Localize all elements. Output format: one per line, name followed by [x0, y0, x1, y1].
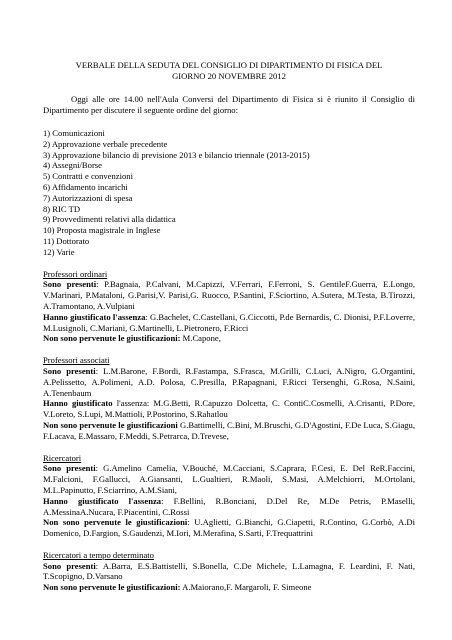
giustificato-names: l'assenza: M.G.Betti, R.Capuzzo Dolcetta, C. ContiC.Cosmelli, A.Crisanti, P.Dore, V.Loreto, S.Lupi, M.Mattioli, P.Postorino, S.Rahatlou	[43, 398, 416, 420]
agenda-item: 3) Approvazione bilancio di previsione 2013 e bilancio triennale (2013-2015)	[43, 149, 310, 160]
giustificato-entry	[43, 312, 415, 334]
giustificato-entry	[43, 398, 415, 420]
presenti-entry	[43, 561, 415, 583]
agenda-item: 12) Varie	[43, 246, 75, 257]
agenda-item: 6) Affidamento incarichi	[43, 181, 128, 192]
title-line-2: GIORNO 20 NOVEMBRE 2012	[172, 71, 286, 81]
giustificato-label: Hanno giustificato l'assenza	[43, 311, 146, 322]
intro-paragraph: Oggi alle ore 14.00 nell'Aula Conversi del Dipartimento di Fisica si è riunito il Consiglio di Dipartimento per discutere il seguente ordine del giorno:	[43, 94, 415, 115]
section-professori-associati	[43, 355, 415, 441]
non-giustificati-label: Non sono pervenute le giustificazioni	[43, 517, 188, 528]
non-giustificati-names: M.Capone,	[180, 333, 221, 344]
non-giustificati-entry	[43, 420, 415, 442]
giustificato-names: : G.Bachelet, C.Castellani, G.Ciccotti, P.de Bernardis, C. Dionisi, P.F.Loverre, M.Lusignoli, C.Mariani, G.Martinelli, L.Pietronero, F.Ricci	[43, 311, 415, 333]
agenda-list	[43, 128, 415, 258]
non-giustificati-entry	[43, 517, 415, 539]
document-title	[43, 60, 415, 82]
presenti-entry	[43, 463, 415, 495]
agenda-item: 10) Proposta magistrale in Inglese	[43, 225, 161, 236]
non-giustificati-label: Non sono pervenute le giustificazioni:	[43, 333, 181, 344]
non-giustificati-entry	[43, 582, 415, 593]
presenti-names: : G.Amelino Camelia, V.Bouché, M.Cacciani, S.Caprara, F.Cesi, E. Del ReR.Faccini, M.Falcioni, F.Gallucci, A.Giansanti, L.Gualtieri, R.Maoli, S.Masi, A.Melchiorri, M.Ortolani, M.L.Papinutto, F.Sciarrino, A.M.Siani,	[43, 463, 415, 495]
presenti-label: Sono presenti	[43, 560, 96, 571]
section-professori-ordinari	[43, 269, 415, 345]
section-heading: Professori associati	[43, 355, 110, 366]
presenti-names: : L.M.Barone, F.Bordi, R.Fastampa, S.Frasca, M.Grilli, C.Luci, A.Nigro, G.Organtini, A.Pelissetto, A.Polimeni, A.D. Polosa, C.Presilla, P.Rapagnani, F.Ricci Tersenghi, G.Rosa, N.Saini, A.Tenenbaum	[43, 365, 415, 398]
agenda-item: 4) Assegni/Borse	[43, 160, 102, 171]
non-giustificati-names: G.Battimelli, C.Bini, M.Bruschi, G.D'Agostini, F.De Luca, S.Giagu, F.Lacava, E.Massaro, F.Meddi, S.Petrarca, D.Trevese,	[43, 419, 415, 441]
agenda-item: 7) Autorizzazioni di spesa	[43, 192, 133, 203]
section-ricercatori	[43, 453, 415, 539]
giustificato-label: Hanno giustificato	[43, 398, 113, 409]
agenda-item: 8) RIC TD	[43, 203, 81, 214]
document-page	[43, 60, 415, 593]
section-heading: Ricercatori a tempo determinato	[43, 549, 154, 560]
agenda-item: 2) Approvazione verbale precedente	[43, 138, 168, 149]
agenda-item: 1) Comunicazioni	[43, 128, 105, 138]
non-giustificati-entry	[43, 333, 415, 344]
section-ricercatori-tempo-determinato	[43, 550, 415, 593]
giustificato-names: : F.Bellini, R.Bonciani, D.Del Re, M.De Petris, P.Maselli, A.MessinaA.Nucara, F.Piacentini, C.Rossi	[43, 495, 415, 517]
non-giustificati-names: A.Maiorano,F. Margaroli, F. Simeone	[180, 582, 312, 593]
section-heading: Professori ordinari	[43, 268, 108, 279]
agenda-item: 5) Contratti e convenzioni	[43, 171, 133, 182]
giustificato-entry	[43, 496, 415, 518]
non-giustificati-label: Non sono pervenute le giustificazioni	[43, 419, 178, 430]
giustificato-label: Hanno giustificato l'assenza	[43, 495, 162, 506]
presenti-names: : A.Barra, E.S.Battistelli, S.Bonella, C.De Michele, L.Lamagna, F. Leardini, F. Nati, T.Scopigno, D.Varsano	[43, 560, 415, 582]
section-heading: Ricercatori	[43, 452, 82, 463]
agenda-item: 11) Dottorato	[43, 235, 90, 246]
non-giustificati-label: Non sono pervenute le giustificazioni:	[43, 582, 181, 593]
presenti-label: Sono presenti	[43, 279, 97, 290]
presenti-entry	[43, 366, 415, 398]
presenti-names: : P.Bagnaia, P.Calvani, M.Capizzi, V.Ferrari, F.Ferroni, S. GentileF.Guerra, E.Longo, V.Marinari, P.Mataloni, G.Parisi,V. Parisi,G. Ruocco, P.Santini, F.Sciortino, A.Sutera, M.Testa, B.Tirozzi, A.Tramontano, A.Vulpiani	[43, 279, 415, 311]
presenti-entry	[43, 279, 415, 311]
presenti-label: Sono presenti	[43, 365, 96, 376]
presenti-label: Sono presenti	[43, 463, 96, 474]
agenda-item: 9) Provvedimenti relativi alla didattica	[43, 214, 176, 225]
title-line-1: VERBALE DELLA SEDUTA DEL CONSIGLIO DI DIPARTIMENTO DI FISICA DEL	[75, 60, 383, 70]
non-giustificati-names: : U.Aglietti, G.Bianchi, G.Ciapetti, R.Contino, G.Corbò, A.Di Domenico, D.Fargion, S.Gaudenzi, M.Iori, M.Merafina, S.Sarti, F.Trequattrini	[43, 517, 415, 539]
